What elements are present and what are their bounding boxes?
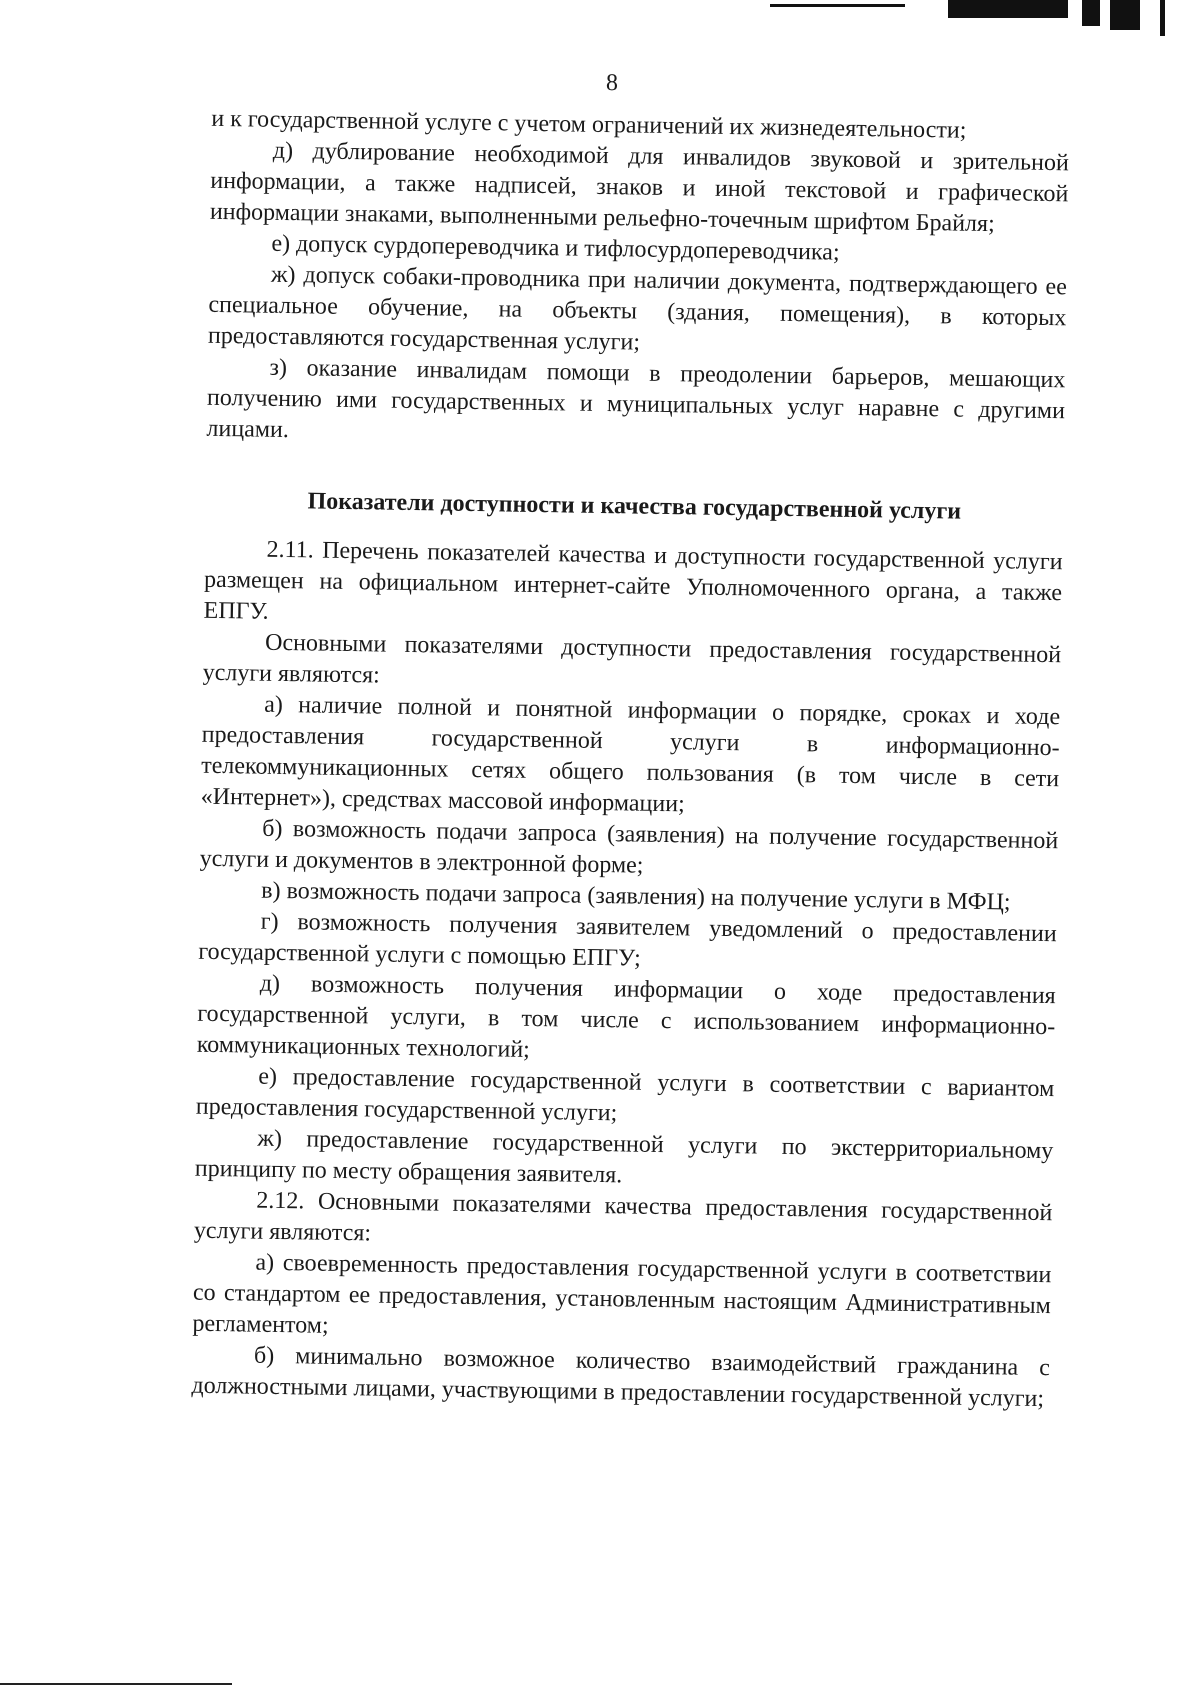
accessibility-item-g: г) возможность получения заявителем уведомлений о предоставлении государственной услуги с помощью ЕПГУ; [198, 908, 1057, 972]
clause-2-12: 2.12. Основными показателями качества предоставления государственной услуги являются: [193, 1187, 1053, 1247]
accessibility-item-v: в) возможность подачи запроса (заявления) на получение услуги в МФЦ; [261, 877, 1011, 916]
list-item-d: д) дублирование необходимой для инвалидов звуковой и зрительной информации, а также надписей, знаков и иной текстовой и графической информации знаками, выполненными рельефно-точечным шрифтом Брайля; [209, 137, 1070, 238]
quality-item-a: а) своевременность предоставления государственной услуги в соответствии со стандартом ее предоставления, установленным настоящим Административным регламентом; [192, 1249, 1052, 1339]
accessibility-item-e: е) предоставление государственной услуги в соответствии с вариантом предоставления государственной услуги; [195, 1063, 1055, 1127]
accessibility-item-d: д) возможность получения информации о ходе предоставления государственной услуги, в том числе с использованием информационно-коммуникационных технологий; [196, 970, 1056, 1063]
list-item-z: з) оказание инвалидам помощи в преодолении барьеров, мешающих получению ими государственных и муниципальных услуг наравне с другими лицами. [206, 354, 1066, 444]
section-heading: Показатели доступности и качества государственной услуги [307, 488, 962, 525]
list-item-e: е) допуск сурдопереводчика и тифлосурдопереводчика; [271, 230, 840, 266]
accessibility-item-a: а) наличие полной и понятной информации о порядке, сроках и ходе предоставления государственной услуги в информационно-телекоммуникационных сетях общего пользования (в том числе в сети «Интернет»), средствах массовой информации; [200, 691, 1061, 818]
footnote-separator [0, 1683, 232, 1685]
accessibility-item-b: б) возможность подачи запроса (заявления) на получение государственной услуги и документов в электронной форме; [199, 815, 1059, 879]
paragraph-continuation: и к государственной услуге с учетом ограничений их жизнедеятельности; [211, 105, 967, 144]
list-item-zh: ж) допуск собаки-проводника при наличии документа, подтверждающего ее специальное обучение, на объекты (здания, помещения), в которых предоставляются государственная услуги; [207, 261, 1068, 356]
document-body [191, 104, 1069, 1415]
accessibility-intro: Основными показателями доступности предоставления государственной услуги являются: [202, 629, 1062, 689]
quality-item-b: б) минимально возможное количество взаимодействий гражданина с должностными лицами, участвующими в предоставлении государственной услуги; [191, 1342, 1051, 1413]
page-number: 8 [605, 70, 619, 97]
clause-2-11: 2.11. Перечень показателей качества и доступности государственной услуги размещен на официальном интернет-сайте Уполномоченного органа, а также ЕПГУ. [203, 536, 1063, 625]
accessibility-item-zh: ж) предоставление государственной услуги по экстерриториальному принципу по месту обращения заявителя. [194, 1125, 1054, 1189]
